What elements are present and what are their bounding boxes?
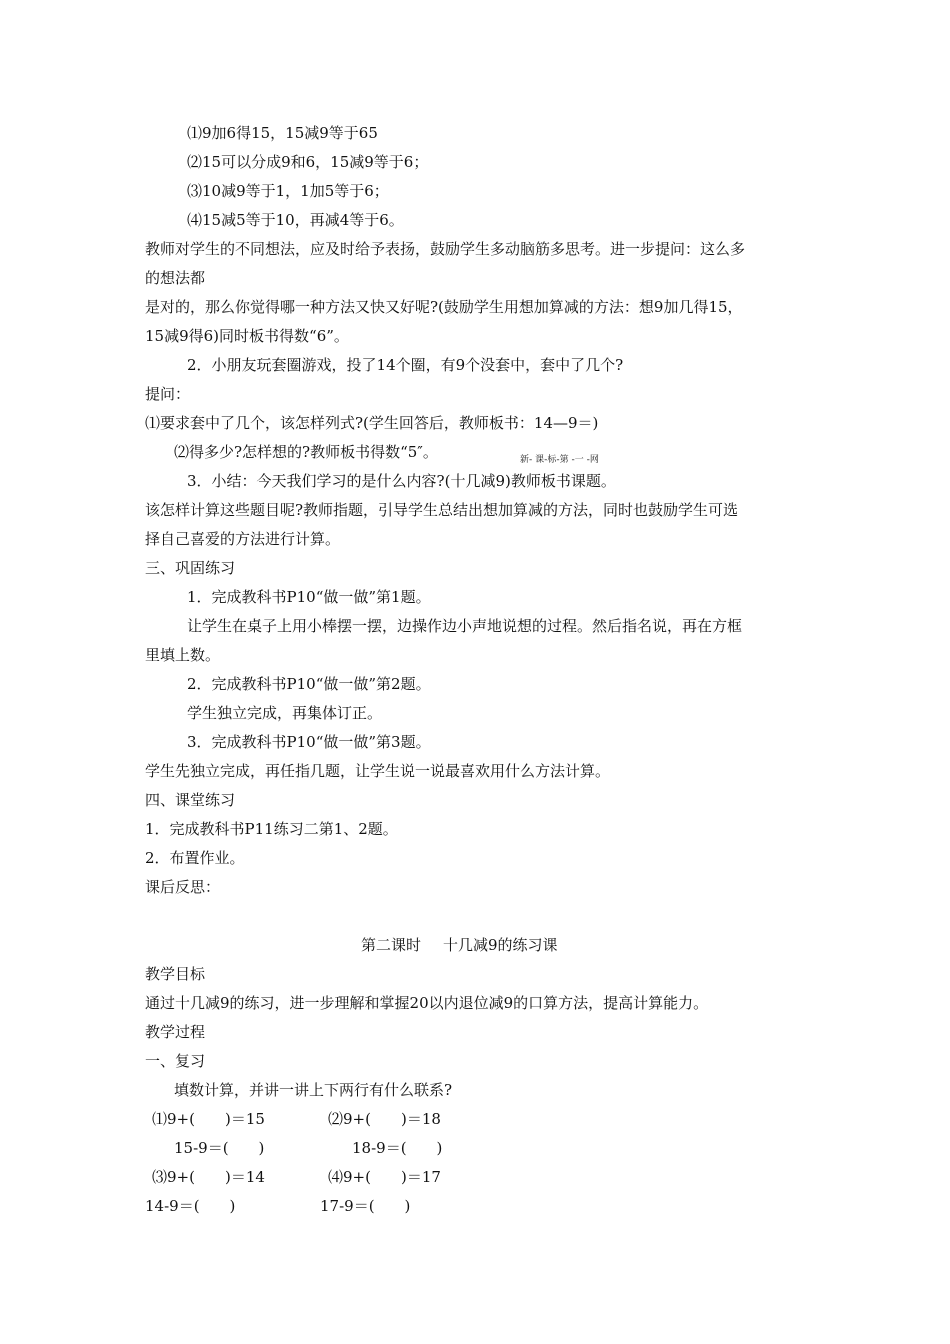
text-line: 3．完成教科书P10“做一做”第3题。: [187, 733, 431, 751]
exercise-item: 15-9＝( ): [174, 1139, 265, 1157]
text-line: ⑶10减9等于1，1加5等于6；: [187, 182, 389, 200]
text-line: 里填上数。: [145, 646, 221, 664]
section-heading: 四、课堂练习: [145, 791, 236, 809]
text-line: 的想法都: [145, 269, 206, 287]
text-line: 15减9得6)同时板书得数“6”。: [145, 327, 349, 345]
section-heading: 教学过程: [145, 1023, 206, 1041]
text-line: 3．小结：今天我们学习的是什么内容?(十几减9)教师板书课题。: [187, 472, 616, 490]
watermark: 新- 课-标-第 -一 -网: [520, 455, 599, 465]
exercise-item: ⑷9+( )＝17: [328, 1168, 441, 1186]
exercise-item: 18-9＝( ): [352, 1139, 443, 1157]
text-line: 是对的，那么你觉得哪一种方法又快又好呢?(鼓励学生用想加算减的方法：想9加几得15，: [145, 298, 743, 316]
section-heading: 三、巩固练习: [145, 559, 236, 577]
text-line: 该怎样计算这些题目呢?教师指题，引导学生总结出想加算减的方法，同时也鼓励学生可选: [145, 501, 739, 519]
text-line: 提问：: [145, 385, 191, 403]
text-line: 1．完成教科书P11练习二第1、2题。: [145, 820, 398, 838]
text-line: 1．完成教科书P10“做一做”第1题。: [187, 588, 431, 606]
text-line: 2．完成教科书P10“做一做”第2题。: [187, 675, 431, 693]
text-line: 2．小朋友玩套圈游戏，投了14个圈，有9个没套中，套中了几个?: [187, 356, 624, 374]
exercise-item: ⑴9+( )＝15: [152, 1110, 265, 1128]
text-line: 教师对学生的不同想法，应及时给予表扬，鼓励学生多动脑筋多思考。进一步提问：这么多: [145, 240, 746, 258]
text-line: 学生独立完成，再集体订正。: [187, 704, 383, 722]
text-line: 通过十几减9的练习，进一步理解和掌握20以内退位减9的口算方法，提高计算能力。: [145, 994, 709, 1012]
exercise-item: 14-9＝( ): [145, 1197, 236, 1215]
text-line: ⑵得多少?怎样想的?教师板书得数“5″。: [174, 443, 438, 461]
text-line: ⑷15减5等于10，再减4等于6。: [187, 211, 404, 229]
text-line: ⑵15可以分成9和6，15减9等于6；: [187, 153, 429, 171]
text-line: 择自己喜爱的方法进行计算。: [145, 530, 341, 548]
text-line: 学生先独立完成，再任指几题，让学生说一说最喜欢用什么方法计算。: [145, 762, 611, 780]
text-line: ⑴9加6得15，15减9等于65: [187, 124, 378, 142]
lesson-title-part1: 第二课时: [361, 936, 422, 954]
section-heading: 教学目标: [145, 965, 206, 983]
exercise-item: ⑶9+( )＝14: [152, 1168, 265, 1186]
lesson-title-part2: 十几减9的练习课: [443, 936, 558, 954]
exercise-item: 17-9＝( ): [320, 1197, 411, 1215]
exercise-item: ⑵9+( )＝18: [328, 1110, 441, 1128]
text-line: 让学生在桌子上用小棒摆一摆，边操作边小声地说想的过程。然后指名说，再在方框: [187, 617, 743, 635]
section-heading: 一、复习: [145, 1052, 206, 1070]
text-line: 课后反思：: [145, 878, 221, 896]
text-line: ⑴要求套中了几个，该怎样列式?(学生回答后，教师板书：14—9＝): [145, 414, 599, 432]
lesson-title: [361, 935, 558, 955]
text-line: 2．布置作业。: [145, 849, 245, 867]
text-line: 填数计算，并讲一讲上下两行有什么联系?: [174, 1081, 453, 1099]
